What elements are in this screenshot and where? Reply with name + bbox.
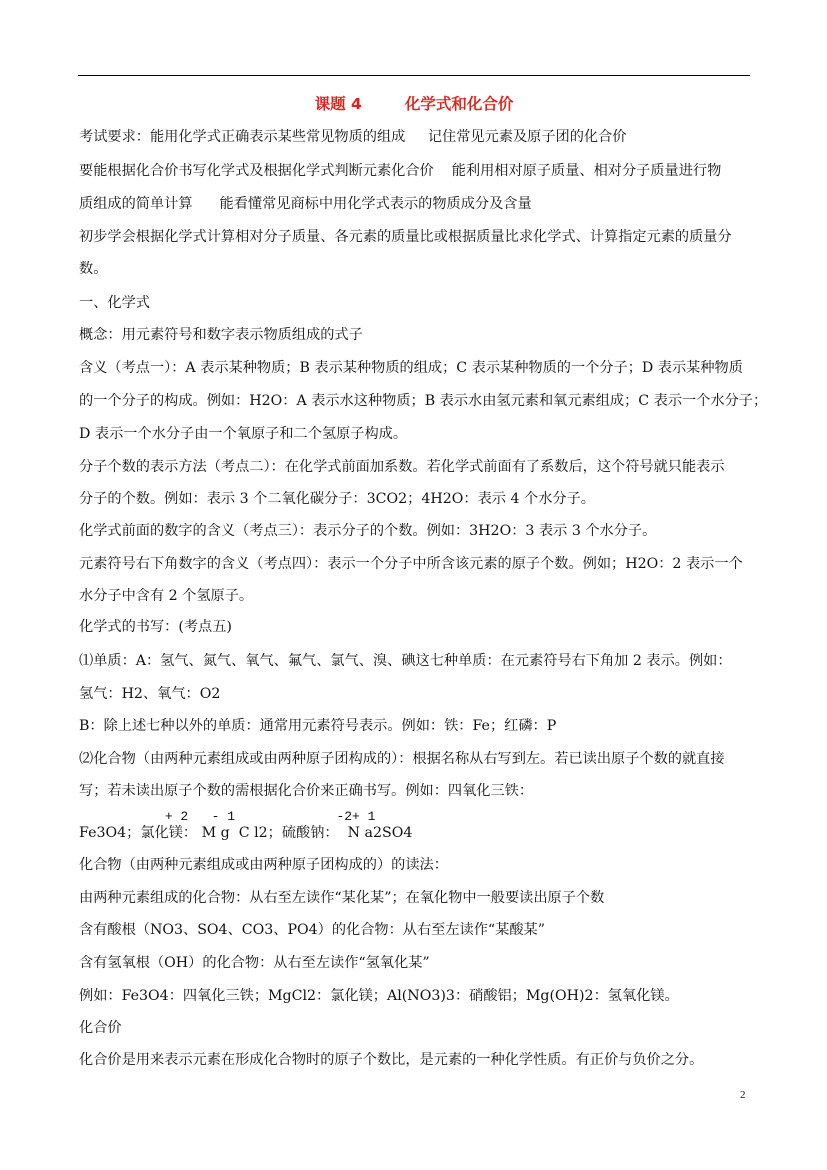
- exam-requirement-line-2: 要能根据化合价书写化学式及根据化学式判断元素化合价 能利用相对原子质量、相对分子质量进行物: [79, 163, 722, 179]
- element-line-2: 氢气：H2、氧气：O2: [79, 686, 221, 702]
- exam-requirement-line-4: 初步学会根据化学式计算相对分子质量、各元素的质量比或根据质量比求化学式、计算指定元素的质量分: [79, 229, 732, 245]
- element-line-1: ⑴单质：A：氢气、氮气、氧气、氟气、氯气、溴、碘这七种单质：在元素符号右下角加 2 表示。例如：: [79, 653, 732, 669]
- compound-line-1: ⑵化合物（由两种元素组成或由两种原子团构成的）：根据名称从右写到左。若已读出原子个数的就直接: [79, 751, 725, 767]
- page-number: 2: [740, 1089, 746, 1101]
- molecule-count-line-2: 分子的个数。例如：表示 3 个二氧化碳分子：3CO2；4H2O：表示 4 个水分子。: [79, 491, 595, 507]
- exam-requirement-line-5: 数。: [79, 261, 108, 277]
- valence-definition: 化合价是用来表示元素在形成化合物时的原子个数比，是元素的一种化学性质。有正价与负价之分。: [79, 1052, 704, 1068]
- subscript-line-1: 元素符号右下角数字的含义（考点四）：表示一个分子中所含该元素的原子个数。例如；H2O：2 表示一个: [79, 556, 743, 572]
- section-heading-valence: 化合价: [79, 1020, 122, 1036]
- molecule-count-line-1: 分子个数的表示方法（考点二）：在化学式前面加系数。若化学式前面有了系数后，这个符号就只能表示: [79, 459, 725, 475]
- front-number-line: 化学式前面的数字的含义（考点三）：表示分子的个数。例如：3H2O：3 表示 3 个水分子。: [79, 523, 657, 539]
- meaning-line-1: 含义（考点一）：A 表示某种物质；B 表示某种物质的组成；C 表示某种物质的一个分子；D 表示某种物质: [79, 360, 743, 376]
- concept-line: 概念：用元素符号和数字表示物质组成的式子: [79, 327, 363, 343]
- reading-example: 例如：Fe3O4：四氧化三铁；MgCl2：氯化镁；Al(NO3)3：硝酸铝；Mg(OH)2：氢氧化镁。: [79, 988, 679, 1004]
- element-line-3: B：除上述七种以外的单质：通常用元素符号表示。例如：铁：Fe；红磷：P: [79, 718, 557, 734]
- valence-superscripts: + 2 - 1 -2+ 1: [79, 809, 376, 824]
- writing-heading: 化学式的书写：(考点五): [79, 619, 232, 635]
- meaning-line-3: D 表示一个水分子由一个氧原子和二个氢原子构成。: [79, 426, 408, 442]
- exam-requirement-line-1: 考试要求：能用化学式正确表示某些常见物质的组成 记住常见元素及原子团的化合价: [79, 129, 627, 145]
- reading-rule-1: 由两种元素组成的化合物：从右至左读作“某化某”；在氧化物中一般要读出原子个数: [79, 890, 605, 906]
- lesson-title: 课题 4 化学式和化合价: [314, 95, 514, 113]
- reading-heading: 化合物（由两种元素组成或由两种原子团构成的）的读法：: [79, 857, 448, 873]
- compound-line-2: 写；若未读出原子个数的需根据化合价来正确书写。例如：四氧化三铁：: [79, 783, 534, 799]
- meaning-line-2: 的一个分子的构成。例如：H2O：A 表示水这种物质；B 表示水由氢元素和氧元素组成；C 表示一个水分子；: [79, 393, 768, 409]
- header-rule: [78, 75, 750, 76]
- section-heading-formula: 一、化学式: [79, 295, 150, 311]
- compound-line-3: Fe3O4；氯化镁： M g C l2；硫酸钠： N a2SO4: [79, 825, 413, 841]
- subscript-line-2: 水分子中含有 2 个氢原子。: [79, 588, 254, 604]
- reading-rule-3: 含有氢氧根（OH）的化合物：从右至左读作“氢氧化某”: [79, 955, 430, 971]
- reading-rule-2: 含有酸根（NO3、SO4、CO3、PO4）的化合物：从右至左读作“某酸某”: [79, 922, 545, 938]
- exam-requirement-line-3: 质组成的简单计算 能看懂常见商标中用化学式表示的物质成分及含量: [79, 196, 532, 212]
